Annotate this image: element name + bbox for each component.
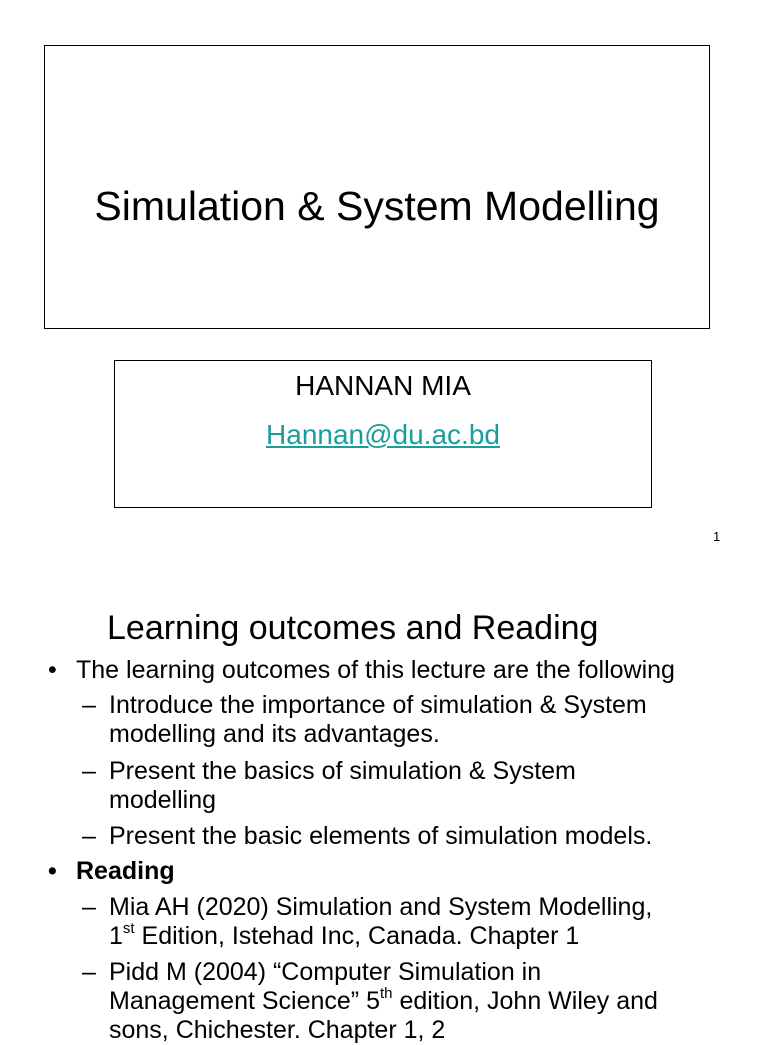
reading-2-line3: sons, Chichester. Chapter 1, 2 — [109, 1016, 446, 1044]
reading-1-line2: 1st Edition, Istehad Inc, Canada. Chapter 1 — [109, 919, 580, 950]
reading-2-line1: Pidd M (2004) “Computer Simulation in — [109, 958, 542, 986]
author-box — [114, 360, 652, 508]
bullet-text: The learning outcomes of this lecture are the following — [76, 656, 675, 684]
author-email-link[interactable]: Hannan@du.ac.bd — [266, 419, 500, 450]
outcome-1-line1: Introduce the importance of simulation & System — [109, 691, 647, 719]
title-box — [44, 45, 710, 329]
outcome-3-text: Present the basic elements of simulation models. — [109, 822, 653, 850]
reading-1-line1: Mia AH (2020) Simulation and System Modelling, — [109, 893, 653, 921]
dash-icon: – — [82, 958, 96, 986]
bullet-icon: • — [48, 857, 57, 885]
author-email — [115, 418, 651, 452]
bullet-icon: • — [48, 656, 57, 684]
author-name: HANNAN MIA — [295, 370, 471, 401]
dash-icon: – — [82, 757, 96, 785]
outcome-2-line1: Present the basics of simulation & System — [109, 757, 576, 785]
outcome-2-line2: modelling — [109, 786, 217, 814]
dash-icon: – — [82, 691, 96, 719]
section-title: Learning outcomes and Reading — [107, 609, 599, 647]
page-number: 1 — [713, 529, 721, 544]
dash-icon: – — [82, 893, 96, 921]
dash-icon: – — [82, 822, 96, 850]
reading-heading: Reading — [76, 857, 175, 885]
outcome-1-line2: modelling and its advantages. — [109, 720, 440, 748]
slide-title: Simulation & System Modelling — [94, 183, 660, 229]
reading-2-line2: Management Science” 5th edition, John Wiley and — [109, 984, 658, 1015]
